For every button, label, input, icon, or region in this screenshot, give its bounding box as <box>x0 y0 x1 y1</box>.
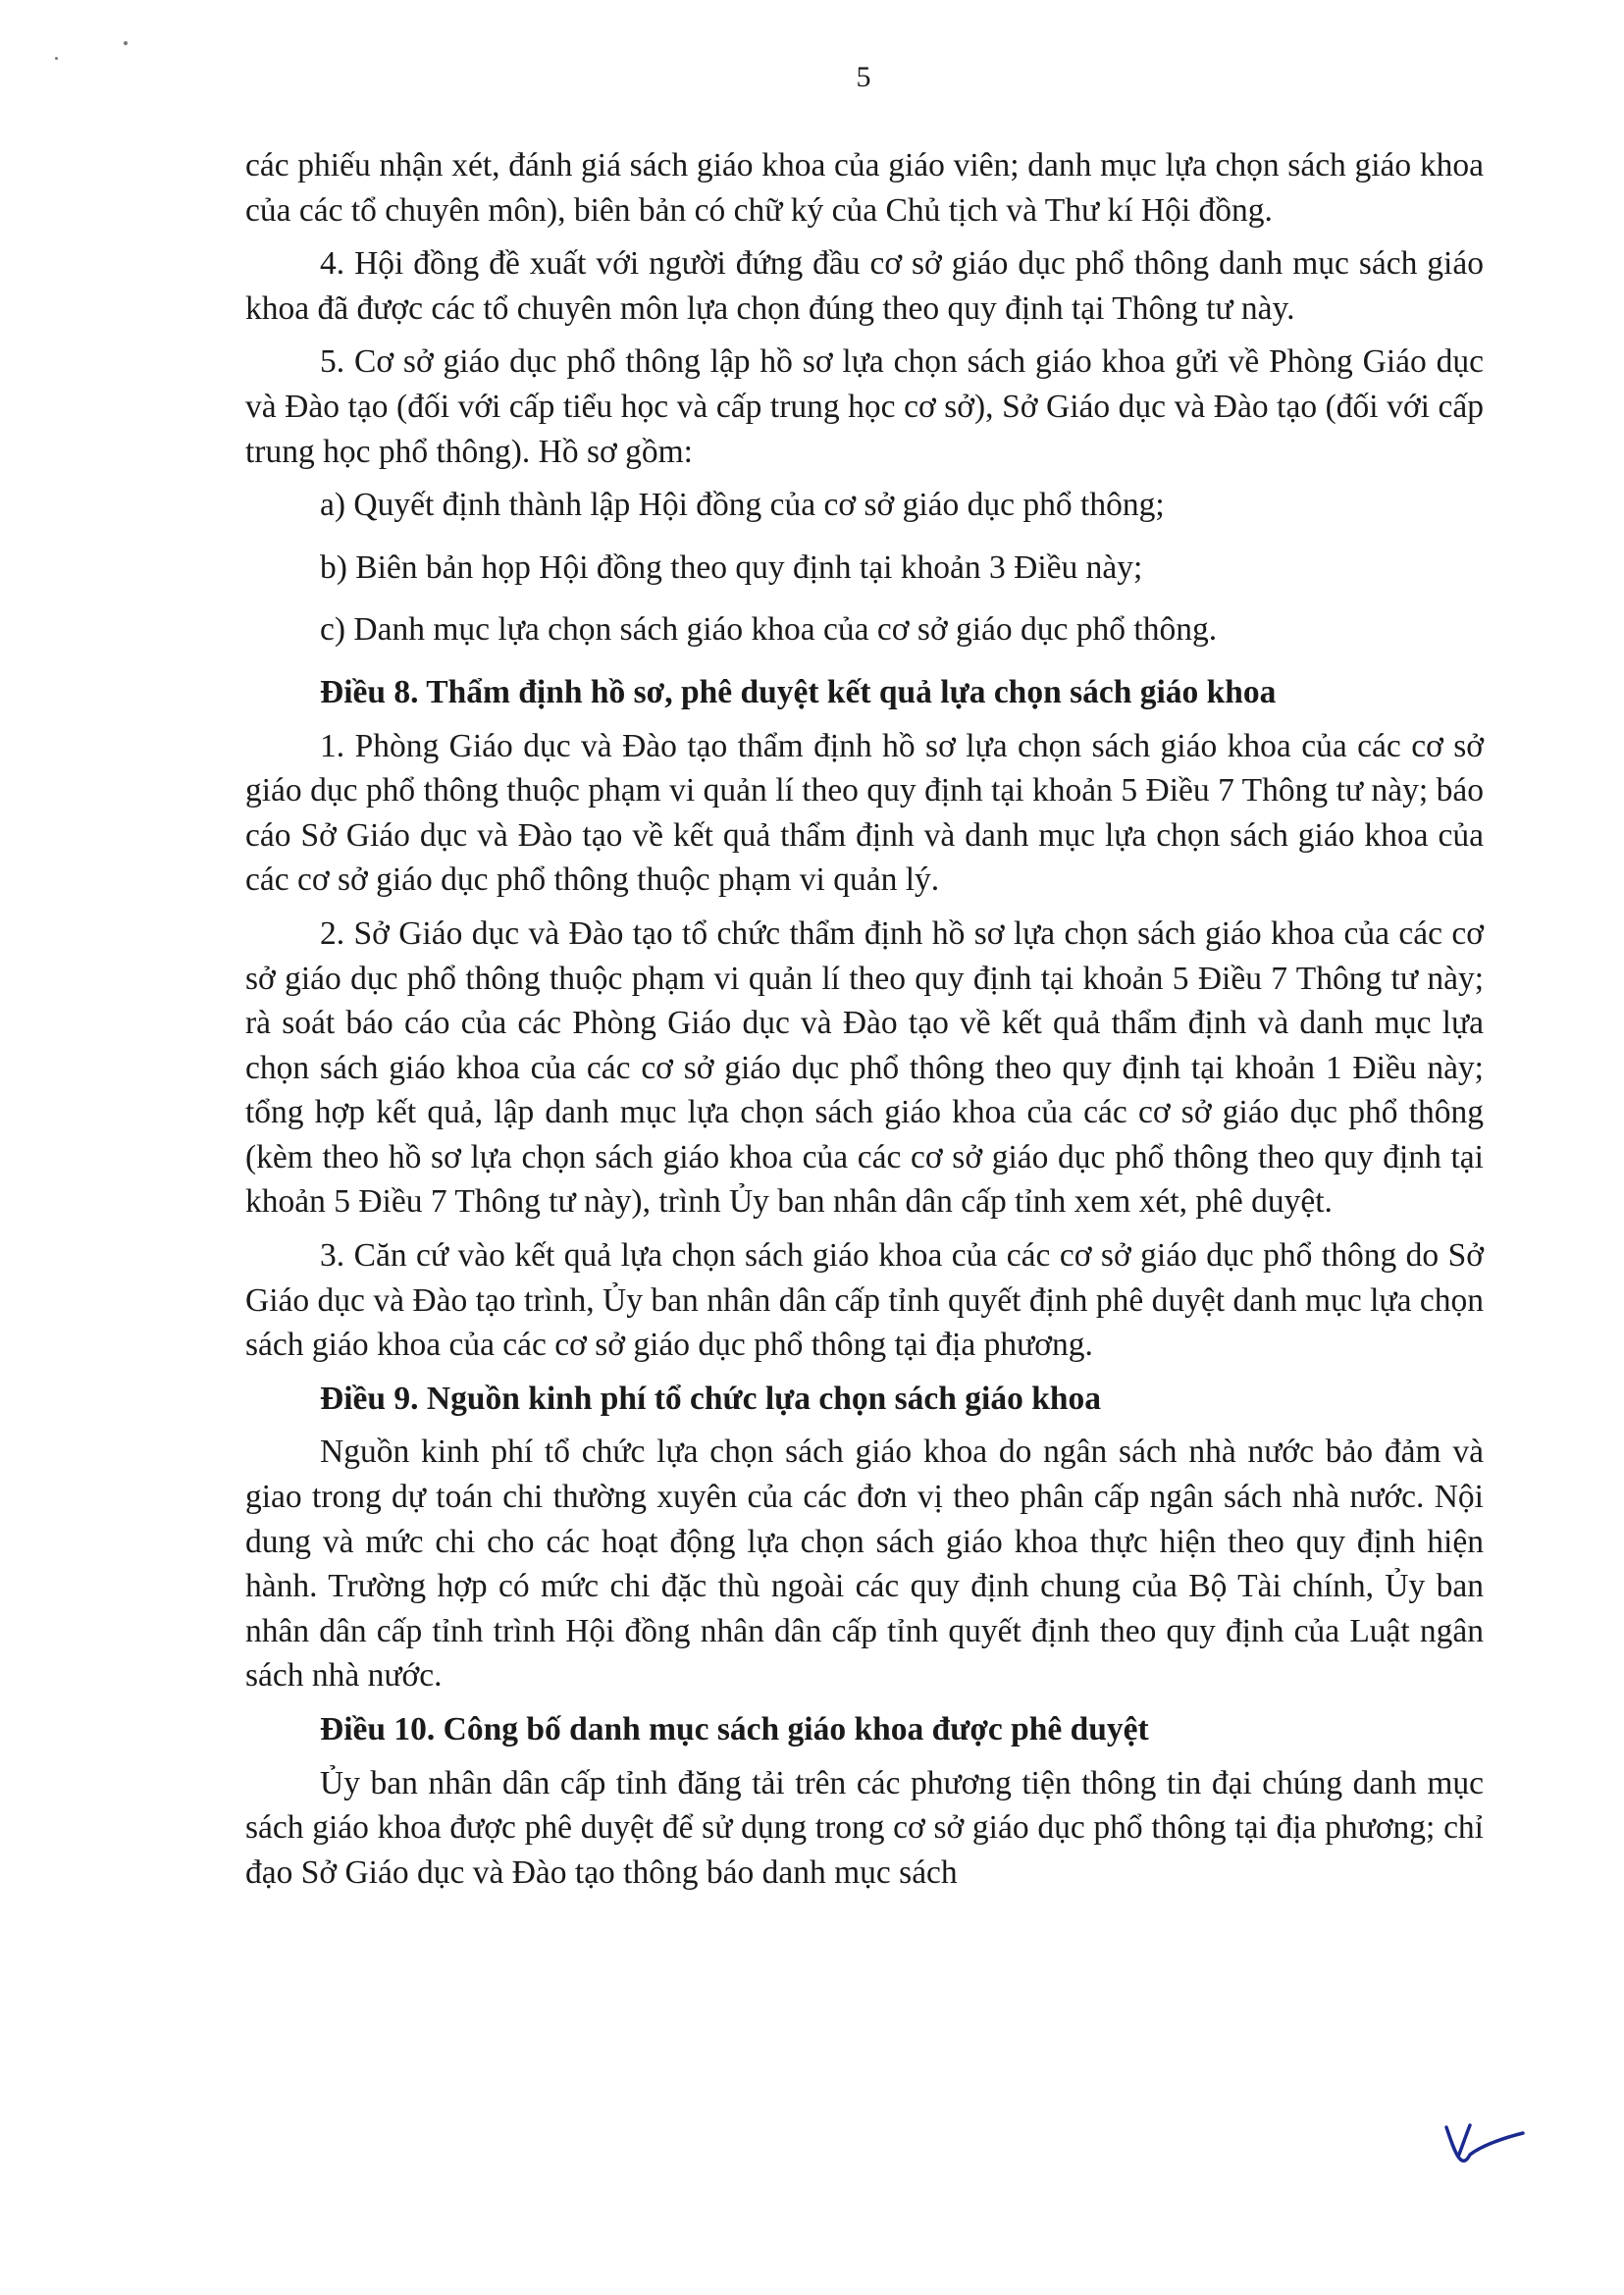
paragraph: Nguồn kinh phí tổ chức lựa chọn sách giáo khoa do ngân sách nhà nước bảo đảm và giao trong dự toán chi thường xuyên của các đơn vị theo phân cấp ngân sách nhà nước. Nội dung và mức chi cho các hoạt động lựa chọn sách giáo khoa thực hiện theo quy định hiện hành. Trường hợp có mức chi đặc thù ngoài các quy định chung của Bộ Tài chính, Ủy ban nhân dân cấp tỉnh trình Hội đồng nhân dân cấp tỉnh quyết định theo quy định của Luật ngân sách nhà nước. <box>245 1434 1484 1695</box>
scan-speck <box>55 57 58 60</box>
list-item: b) Biên bản họp Hội đồng theo quy định tại khoản 3 Điều này; <box>320 548 1143 586</box>
paragraph: Ủy ban nhân dân cấp tỉnh đăng tải trên các phương tiện thông tin đại chúng danh mục sách giáo khoa được phê duyệt để sử dụng trong cơ sở giáo dục phổ thông tại địa phương; chỉ đạo Sở Giáo dục và Đào tạo thông báo danh mục sách <box>245 1764 1484 1891</box>
list-item: c) Danh mục lựa chọn sách giáo khoa của cơ sở giáo dục phổ thông. <box>320 611 1218 649</box>
paragraph: 3. Căn cứ vào kết quả lựa chọn sách giáo khoa của các cơ sở giáo dục phổ thông do Sở Giáo dục và Đào tạo trình, Ủy ban nhân dân cấp tỉnh quyết định phê duyệt danh mục lựa chọn sách giáo khoa của các cơ sở giáo dục phổ thông tại địa phương. <box>245 1237 1484 1364</box>
page-number: 5 <box>856 61 871 93</box>
paragraph: 1. Phòng Giáo dục và Đào tạo thẩm định hồ sơ lựa chọn sách giáo khoa của các cơ sở giáo dục phổ thông thuộc phạm vi quản lí theo quy định tại khoản 5 Điều 7 Thông tư này; báo cáo Sở Giáo dục và Đào tạo về kết quả thẩm định và danh mục lựa chọn sách giáo khoa của các cơ sở giáo dục phổ thông thuộc phạm vi quản lý. <box>245 727 1484 899</box>
handwritten-initials <box>1441 2117 1529 2176</box>
scan-speck <box>124 41 128 45</box>
list-item: a) Quyết định thành lập Hội đồng của cơ sở giáo dục phổ thông; <box>320 487 1165 524</box>
paragraph: 2. Sở Giáo dục và Đào tạo tổ chức thẩm định hồ sơ lựa chọn sách giáo khoa của các cơ sở giáo dục phổ thông thuộc phạm vi quản lí theo quy định tại khoản 5 Điều 7 Thông tư này; rà soát báo cáo của các Phòng Giáo dục và Đào tạo về kết quả thẩm định và danh mục lựa chọn sách giáo khoa của các cơ sở giáo dục phổ thông theo quy định tại khoản 1 Điều này; tổng hợp kết quả, lập danh mục lựa chọn sách giáo khoa của các cơ sở giáo dục phổ thông (kèm theo hồ sơ lựa chọn sách giáo khoa của các cơ sở giáo dục phổ thông theo quy định tại khoản 5 Điều 7 Thông tư này), trình Ủy ban nhân dân cấp tỉnh xem xét, phê duyệt. <box>245 914 1484 1221</box>
article-heading: Điều 8. Thẩm định hồ sơ, phê duyệt kết quả lựa chọn sách giáo khoa <box>320 673 1277 710</box>
paragraph: 5. Cơ sở giáo dục phổ thông lập hồ sơ lựa chọn sách giáo khoa gửi về Phòng Giáo dục và Đào tạo (đối với cấp tiểu học và cấp trung học cơ sở), Sở Giáo dục và Đào tạo (đối với cấp trung học phổ thông). Hồ sơ gồm: <box>245 343 1484 470</box>
paragraph: 4. Hội đồng đề xuất với người đứng đầu cơ sở giáo dục phổ thông danh mục sách giáo khoa đã được các tổ chuyên môn lựa chọn đúng theo quy định tại Thông tư này. <box>245 245 1484 327</box>
continued-paragraph: các phiếu nhận xét, đánh giá sách giáo khoa của giáo viên; danh mục lựa chọn sách giáo khoa của các tổ chuyên môn), biên bản có chữ ký của Chủ tịch và Thư kí Hội đồng. <box>245 147 1484 229</box>
article-heading: Điều 10. Công bố danh mục sách giáo khoa được phê duyệt <box>320 1711 1149 1747</box>
document-body <box>245 143 1484 1904</box>
article-heading: Điều 9. Nguồn kinh phí tổ chức lựa chọn sách giáo khoa <box>320 1380 1102 1417</box>
